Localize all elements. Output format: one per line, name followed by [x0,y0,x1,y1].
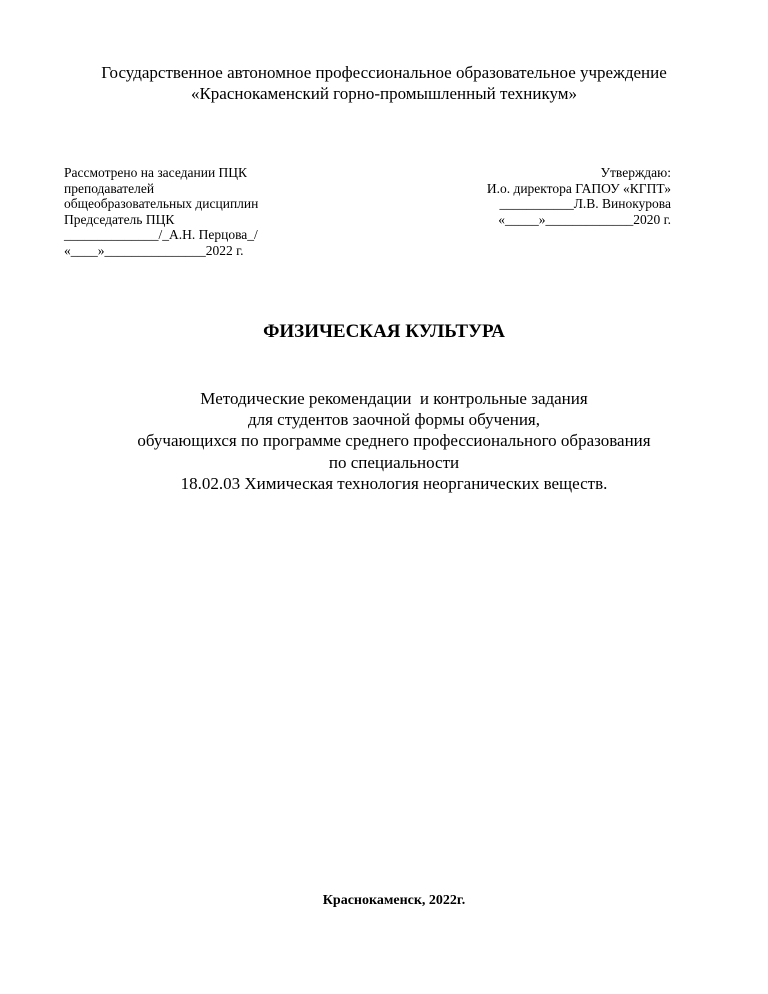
approval-signature-line: ___________Л.В. Винокурова [499,196,671,211]
review-line-3: общеобразовательных дисциплин [64,196,259,211]
description-line-5: 18.02.03 Химическая технология неорганических веществ. [180,473,608,493]
description-line-2: для студентов заочной формы обучения, [247,410,541,430]
description-line-1: Методические рекомендации и контрольные задания [200,389,588,408]
approval-date-line: «_____»_____________2020 г. [498,211,671,227]
approval-line-1: Утверждаю: [600,165,671,180]
approval-block [351,165,671,227]
description-line-3: обучающихся по программе среднего профессионального образования [137,431,651,451]
review-line-1: Рассмотрено на заседании ПЦК [64,165,248,180]
review-block [64,165,364,258]
place-and-year: Краснокаменск, 2022г. [322,893,466,908]
review-signature-line: ______________/_А.Н. Перцова_/ [64,227,258,242]
institution-name: «Краснокаменский горно-промышленный техникум» [190,84,578,103]
review-line-2: преподавателей [64,180,155,196]
document-description [0,388,768,494]
description-line-4: по специальности [328,452,460,472]
institution-type: Государственное автономное профессиональное образовательное учреждение [101,63,667,82]
institution-header [0,62,768,104]
review-line-4: Председатель ПЦК [64,211,175,227]
document-title: ФИЗИЧЕСКАЯ КУЛЬТУРА [263,321,505,342]
approval-line-2: И.о. директора ГАПОУ «КГПТ» [486,180,671,196]
review-date-line: «____»_______________2022 г. [64,242,244,258]
